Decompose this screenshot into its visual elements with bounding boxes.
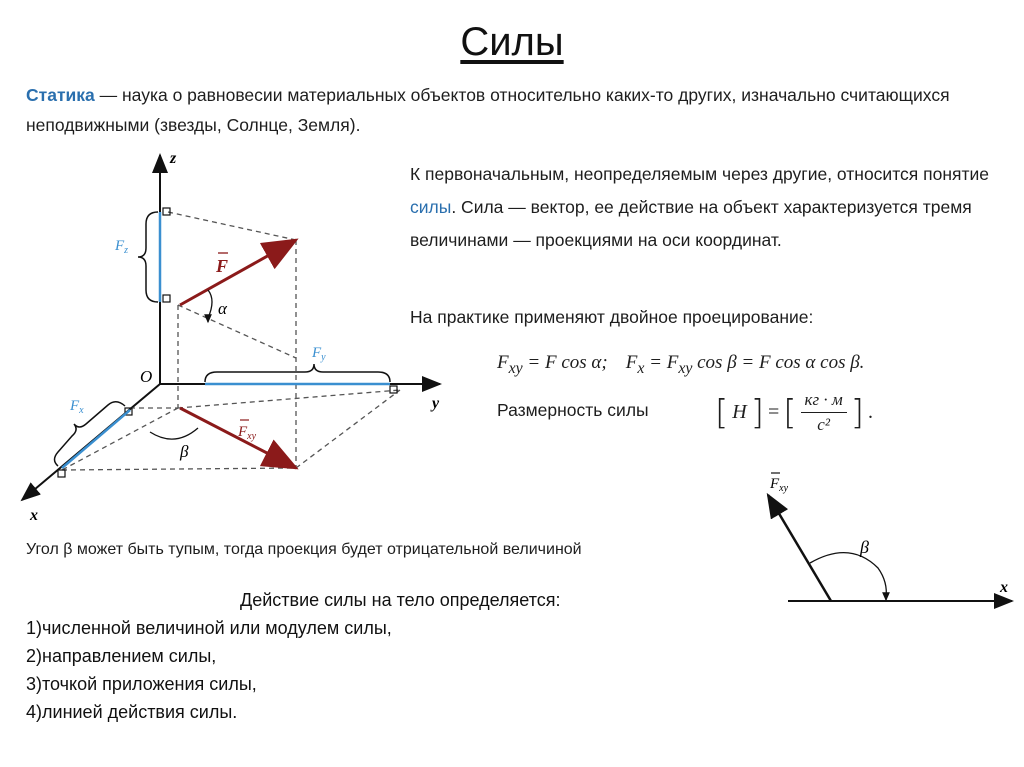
fx-label: $F_x$ — [70, 398, 84, 416]
small-fxy-label: $F_{xy}$ — [770, 476, 789, 494]
projection-box — [62, 212, 400, 470]
projection-paragraph: На практике применяют двойное проецирование: — [410, 307, 814, 327]
small-beta-label: β — [860, 537, 869, 557]
unit-numerator: кг · м — [801, 390, 847, 413]
alpha-arc — [208, 290, 212, 318]
formula-fx-rhs: cos β = F cos α cos β. — [692, 352, 865, 373]
obtuse-angle-diagram — [768, 473, 1012, 601]
alpha-label: α — [218, 299, 227, 318]
unit-denominator: с² — [817, 415, 830, 434]
list-header: Действие силы на тело определяется: — [240, 590, 561, 610]
fz-label: $F_z$ — [115, 238, 129, 256]
small-beta-arc — [810, 553, 886, 598]
origin-label: O — [140, 367, 153, 386]
beta-arc — [150, 428, 198, 439]
right-angle-mark — [390, 386, 397, 393]
fy-label: $F_y$ — [312, 345, 326, 363]
right-angle-mark — [58, 470, 65, 477]
formula-fx: F — [625, 352, 638, 373]
y-axis-label: y — [432, 395, 440, 412]
formula-fx-mid: = F — [644, 352, 679, 373]
right-angle-mark — [163, 295, 170, 302]
force-term: силы — [410, 197, 452, 217]
list-item: 2)направлением силы, — [26, 646, 217, 666]
fxy-label: $F_{xy}$ — [238, 424, 257, 442]
unit-newton: H — [732, 401, 747, 423]
definition-part1: К первоначальным, неопределяемым через другие, относится понятие — [410, 164, 989, 184]
formula-fxy: F — [497, 352, 509, 373]
page-title: Силы — [460, 20, 564, 64]
right-angle-mark — [163, 208, 170, 215]
list-item: 4)линией действия силы. — [26, 702, 238, 722]
formula-fxy-sub: xy — [508, 359, 523, 377]
small-fxy-vector — [768, 495, 831, 601]
force-label: F — [216, 256, 229, 276]
force-vector — [180, 240, 296, 305]
formula-fx-mid-sub: xy — [678, 359, 693, 377]
dimension-formula: [ H ] = [ $\frac{кг \cdot м}{\text{с²}}$ ] . — [715, 390, 873, 434]
small-x-label: x — [1000, 579, 1008, 596]
formula-fxy-rhs: = F cos α; — [522, 352, 608, 373]
fx-brace — [55, 402, 126, 466]
z-axis-label: z — [170, 150, 177, 167]
list-item: 3)точкой приложения силы, — [26, 674, 257, 694]
formula-fx-sub: x — [637, 359, 645, 377]
list-item: 1)численной величиной или модулем силы, — [26, 618, 392, 638]
definition-part2: . Сила — вектор, ее действие на объект характеризуется тремя величинами — проекциями на оси координат. — [410, 197, 972, 250]
intro-text: — наука о равновесии материальных объектов относительно каких-то других, изначально считающихся неподвижными (звезды, Солнце, Земля). — [26, 85, 950, 135]
obtuse-angle-note: Угол β может быть тупым, тогда проекция будет отрицательной величиной — [26, 541, 582, 558]
statics-term: Статика — [26, 85, 95, 105]
dimension-label: Размерность силы — [497, 400, 649, 420]
x-axis-label: x — [30, 507, 38, 524]
fz-brace — [138, 212, 158, 302]
fy-brace — [205, 364, 390, 382]
beta-label: β — [180, 442, 189, 461]
